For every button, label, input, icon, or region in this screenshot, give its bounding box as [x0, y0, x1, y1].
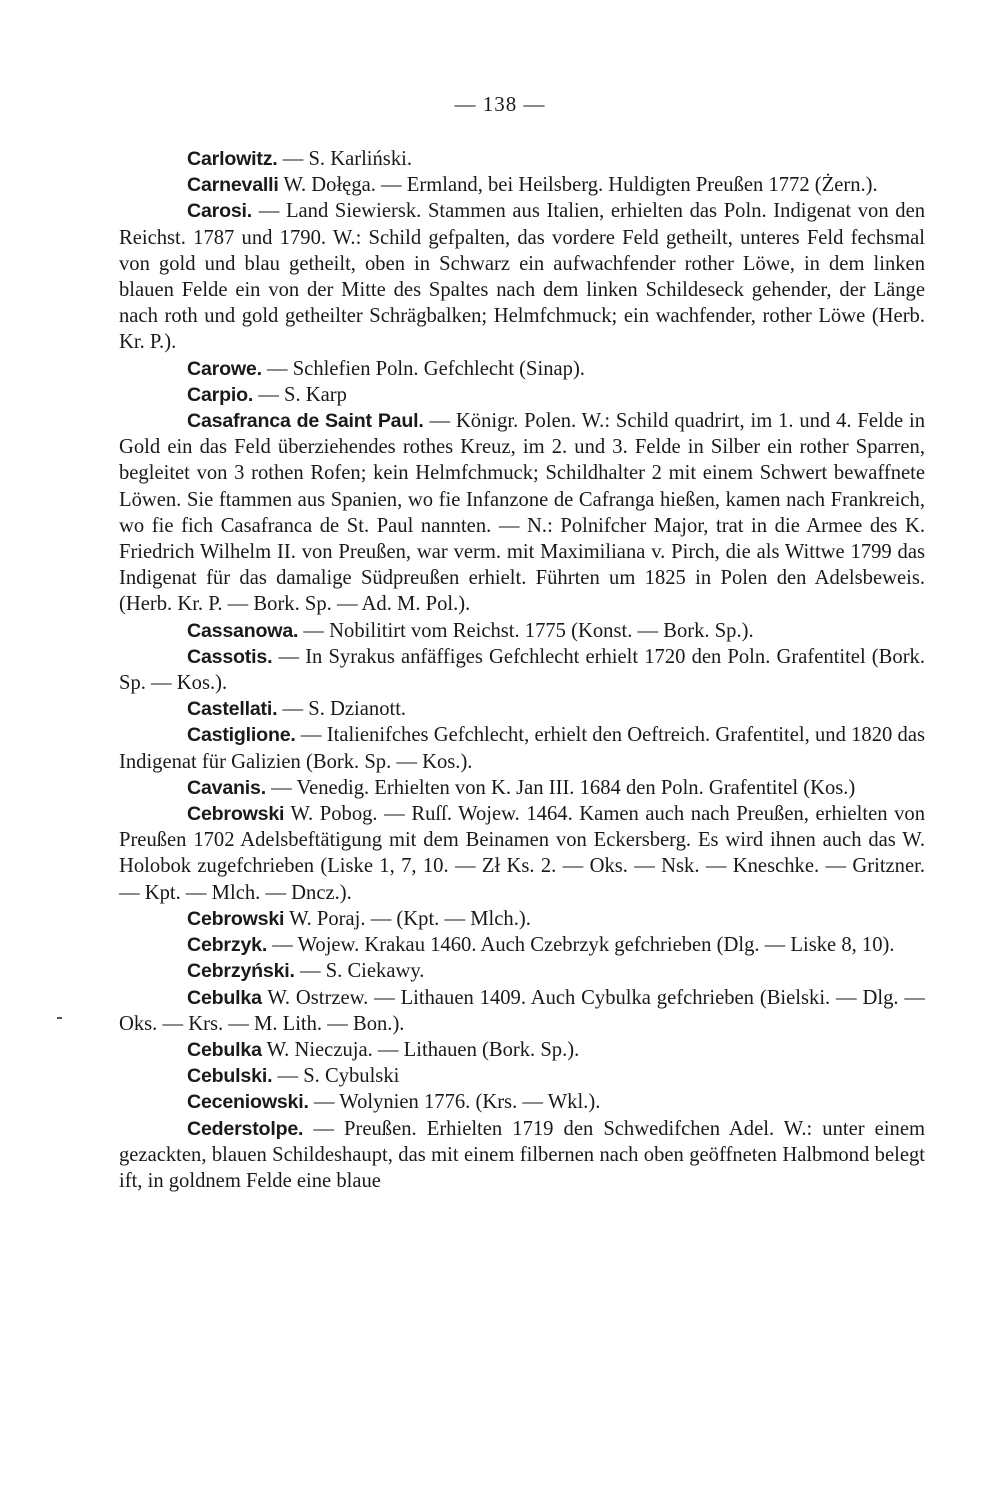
- entry-cavanis: [119, 775, 925, 801]
- entry-cebrzynski: [119, 958, 925, 984]
- entry-text: — Preußen. Erhielten 1719 den Schwedifchen Adel. W.: unter einem gezackten, blauen Schildeshaupt, das mit einem filbernen nach oben geöffneten Halbmond belegt ift, in goldnem Felde eine blaue: [119, 1117, 925, 1192]
- entry-head: Carosi.: [187, 200, 253, 223]
- entry-cebulka-ostrzew: [119, 985, 925, 1037]
- entry-cebulski: [119, 1063, 925, 1089]
- entry-text: — Königr. Polen. W.: Schild quadrirt, im 1. und 4. Felde in Gold ein das Feld überziehendes rothes Kreuz, im 2. und 3. Felde in Silber ein rother Sparren, begleitet von 3 rothen Rofen; kein Helmfchmuck; Schildhalter 2 mit einem Schwert bewaffnete Löwen. Sie ftammen aus Spanien, wo fie Infanzone de Cafranga hießen, kamen nach Frankreich, wo fie fich Casafranca de St. Paul nannten. — N.: Polnifcher Major, trat in die Armee des K. Friedrich Wilhelm II. von Preußen, war verm. mit Maximiliana v. Pirch, die als Wittwe 1799 das Indigenat für das damalige Südpreußen erhielt. Führten um 1825 in Polen den Adelsbeweis. (Herb. Kr. P. — Bork. Sp. — Ad. M. Pol.).: [119, 410, 925, 616]
- entry-text: W. Pobog. — Ruſſ. Wojew. 1464. Kamen auch nach Preußen, erhielten von Preußen 1702 Adelsbeftätigung mit dem Beinamen von Eckersberg. Es wird ihnen auch das W. Holobok zugefchrieben (Liske 1, 7, 10. — Zł Ks. 2. — Oks. — Nsk. — Kneschke. — Gritzner. — Kpt. — Mlch. — Dncz.).: [119, 803, 925, 904]
- entry-castellati: [119, 696, 925, 722]
- entry-cebrowski-poraj: [119, 906, 925, 932]
- entry-head: Cederstolpe.: [187, 1117, 304, 1140]
- entry-head: Cavanis.: [187, 776, 266, 799]
- page-number: — 138 —: [454, 92, 546, 116]
- entry-castiglione: [119, 722, 925, 774]
- entry-text: — In Syrakus anfäffiges Gefchlecht erhielt 1720 den Poln. Grafentitel (Bork. Sp. — Kos.).: [119, 645, 925, 695]
- margin-mark: [57, 1017, 62, 1019]
- entry-head: Cebrowski: [187, 803, 285, 826]
- entry-head: Cebulka: [187, 986, 262, 1009]
- entries-list: [119, 146, 925, 1194]
- entry-casafranca: [119, 408, 925, 618]
- entry-text: W. Dołęga. — Ermland, bei Heilsberg. Huldigten Preußen 1772 (Żern.).: [283, 174, 878, 197]
- entry-head: Cassotis.: [187, 645, 273, 668]
- entry-carlowitz: [119, 146, 925, 172]
- entry-head: Cassanowa.: [187, 619, 299, 642]
- entry-ceceniowski: [119, 1089, 925, 1115]
- entry-carowe: [119, 356, 925, 382]
- entry-head: Carowe.: [187, 357, 262, 380]
- entry-head: Casafranca de Saint Paul.: [187, 410, 424, 433]
- entry-text: — S. Dzianott.: [282, 698, 407, 721]
- entry-head: Cebulka: [187, 1038, 262, 1061]
- entry-head: Carnevalli: [187, 174, 279, 197]
- entry-carnevalli: [119, 172, 925, 198]
- entry-text: W. Ostrzew. — Lithauen 1409. Auch Cybulka gefchrieben (Bielski. — Dlg. — Oks. — Krs. — M. Lith. — Bon.).: [119, 986, 925, 1035]
- entry-text: — S. Karliński.: [282, 148, 412, 170]
- entry-text: W. Poraj. — (Kpt. — Mlch.).: [289, 907, 531, 930]
- entry-text: — Venedig. Erhielten von K. Jan III. 1684 den Poln. Grafentitel (Kos.): [271, 776, 856, 799]
- entry-head: Castiglione.: [187, 724, 296, 747]
- entry-cebrzyk: [119, 932, 925, 958]
- entry-text: — Nobilitirt vom Reichst. 1775 (Konst. — Bork. Sp.).: [303, 619, 754, 642]
- entry-text: W. Nieczuja. — Lithauen (Bork. Sp.).: [266, 1038, 580, 1061]
- entry-cebulka-nieczuja: [119, 1037, 925, 1063]
- entry-text: — S. Karp: [258, 383, 347, 406]
- entry-carosi: [119, 198, 925, 355]
- entry-cassotis: [119, 644, 925, 696]
- entry-cebrowski-pobog: [119, 801, 925, 906]
- entry-cassanowa: [119, 618, 925, 644]
- entry-text: — Wolynien 1776. (Krs. — Wkl.).: [313, 1091, 601, 1114]
- entry-text: — Land Siewiersk. Stammen aus Italien, erhielten das Poln. Indigenat von den Reichst. 1787 und 1790. W.: Schild gefpalten, das vordere Feld getheilt, unteres Feld fechsmal von gold und blau getheilt, oben in Schwarz ein aufwachfender rother Löwe, in dem linken blauen Felde ein von der Mitte des Spaltes nach dem linken Schildeseck gehender, der Länge nach roth und gold getheilter Schrägbalken; Helmfchmuck; ein wachfender, rother Löwe (Herb. Kr. P.).: [119, 200, 926, 354]
- entry-head: Cebrowski: [187, 907, 285, 930]
- entry-head: Carlowitz.: [187, 148, 278, 170]
- entry-text: — S. Cybulski: [277, 1065, 400, 1088]
- entry-text: — S. Ciekawy.: [299, 960, 425, 983]
- entry-head: Cebrzyński.: [187, 960, 295, 983]
- entry-cederstolpe: [119, 1116, 925, 1195]
- entry-text: — Italienifches Gefchlecht, erhielt den Oeftreich. Grafentitel, und 1820 das Indigenat für Galizien (Bork. Sp. — Kos.).: [119, 724, 925, 773]
- entry-carpio: [119, 382, 925, 408]
- entry-head: Cebrzyk.: [187, 934, 268, 957]
- entry-text: — Wojew. Krakau 1460. Auch Czebrzyk gefchrieben (Dlg. — Liske 8, 10).: [272, 934, 895, 957]
- entry-head: Carpio.: [187, 383, 254, 406]
- entry-head: Cebulski.: [187, 1065, 273, 1088]
- entry-text: — Schlefien Poln. Gefchlecht (Sinap).: [266, 357, 585, 380]
- entry-head: Castellati.: [187, 698, 278, 721]
- entry-head: Ceceniowski.: [187, 1091, 309, 1114]
